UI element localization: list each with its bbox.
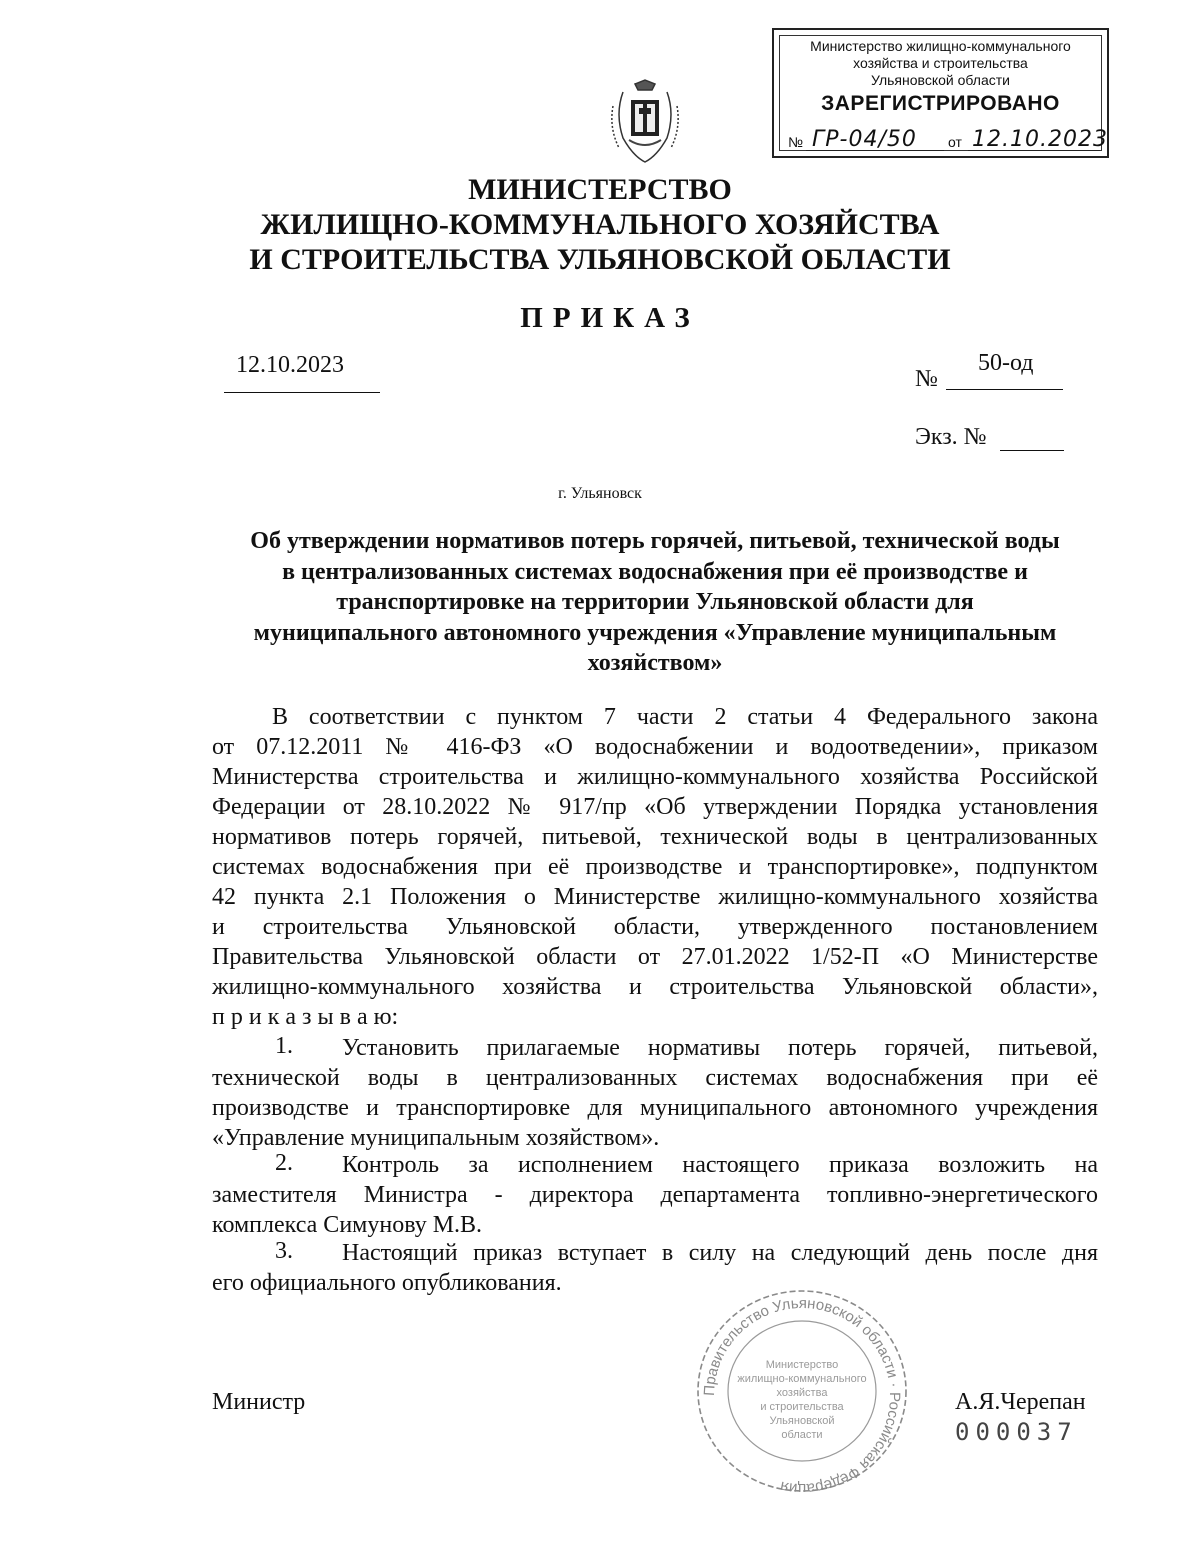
item3-line-2: его официального опубликования.: [212, 1270, 562, 1296]
reg-stamp-status: ЗАРЕГИСТРИРОВАНО: [821, 92, 1060, 115]
document-serial-number: 000037: [955, 1418, 1078, 1446]
reg-number-underline: [806, 150, 944, 151]
seal-center-line-6: области: [781, 1429, 823, 1441]
body-line-10: жилищно-коммунального хозяйства и строительства Ульяновской области»,: [212, 974, 1098, 1000]
seal-center-line-1: Министерство: [765, 1359, 839, 1371]
body-line-5: нормативов потерь горячей, питьевой, технической воды в централизованных: [212, 824, 1098, 850]
signatory-name: А.Я.Черепан: [955, 1389, 1086, 1415]
body-line-2: от 07.12.2011 № 416-ФЗ «О водоснабжении и водоотведении», приказом: [212, 734, 1098, 760]
signatory-position: Министр: [212, 1389, 306, 1415]
subject-line-5: хозяйством»: [587, 650, 723, 676]
body-line-6: системах водоснабжения при её производстве и транспортировке», подпунктом: [212, 854, 1098, 880]
item-number-3: 3.: [275, 1238, 293, 1264]
item-number-1: 1.: [275, 1033, 293, 1059]
subject-line-2: в централизованных системах водоснабжения при её производстве и: [282, 558, 1028, 585]
seal-center-line-4: и строительства: [760, 1401, 844, 1413]
seal-center-line-2: жилищно-коммунального: [737, 1373, 867, 1385]
reg-date-value: 12.10.2023: [972, 127, 1108, 152]
body-line-8: и строительства Ульяновской области, утвержденного постановлением: [212, 914, 1098, 940]
body-line-9: Правительства Ульяновской области от 27.01.2022 1/52-П «О Министерстве: [212, 944, 1098, 970]
order-number-value: 50-од: [978, 350, 1034, 376]
ministry-name-line-1: МИНИСТЕРСТВО: [468, 173, 732, 206]
city: г. Ульяновск: [558, 485, 642, 502]
subject-line-1: Об утверждении нормативов потерь горячей, питьевой, технической воды: [250, 528, 1060, 554]
reg-stamp-line-1: Министерство жилищно-коммунального: [810, 38, 1071, 54]
registration-stamp: [772, 28, 1109, 158]
item-number-2: 2.: [275, 1150, 293, 1176]
body-line-3: Министерства строительства и жилищно-коммунального хозяйства Российской: [212, 764, 1098, 790]
item2-line-2: заместителя Министра - директора департамента топливно-энергетического: [212, 1182, 1098, 1208]
order-title: ПРИКАЗ: [520, 302, 700, 334]
reg-number-value: ГР-04/50: [812, 127, 917, 152]
reg-stamp-line-3: Ульяновской области: [871, 72, 1010, 88]
reg-number-label: №: [788, 134, 804, 150]
order-date: 12.10.2023: [236, 352, 344, 378]
order-number-label: №: [915, 366, 938, 392]
coat-of-arms-icon: [605, 78, 685, 168]
reg-date-label: от: [948, 134, 962, 150]
item2-line-3: комплекса Симунову М.В.: [212, 1212, 483, 1238]
body-line-11-directive: п р и к а з ы в а ю:: [212, 1004, 399, 1030]
body-line-4: Федерации от 28.10.2022 № 917/пр «Об утверждении Порядка установления: [212, 794, 1098, 820]
body-line-7: 42 пункта 2.1 Положения о Министерстве жилищно-коммунального хозяйства: [212, 884, 1098, 910]
seal-center-line-3: хозяйства: [776, 1387, 828, 1399]
item1-line-3: производстве и транспортировке для муниципального автономного учреждения: [212, 1095, 1098, 1121]
seal-ring-text: Правительство Ульяновской области · Российская Федерация: [700, 1294, 904, 1496]
item1-line-4: «Управление муниципальным хозяйством».: [212, 1125, 660, 1151]
subject-line-4: муниципального автономного учреждения «Управление муниципальным: [253, 619, 1057, 646]
item3-line-1: Настоящий приказ вступает в силу на следующий день после дня: [342, 1240, 1098, 1266]
item1-line-2: технической воды в централизованных системах водоснабжения при её: [212, 1065, 1098, 1091]
item2-line-1: Контроль за исполнением настоящего приказа возложить на: [342, 1152, 1098, 1178]
copy-number-label: Экз. №: [915, 424, 987, 450]
order-subject: [205, 526, 1105, 679]
body-line-1: В соответствии с пунктом 7 части 2 статьи 4 Федерального закона: [272, 704, 1098, 730]
copy-number-underline: [1000, 450, 1064, 451]
item1-line-1: Установить прилагаемые нормативы потерь горячей, питьевой,: [342, 1035, 1098, 1061]
official-seal: [692, 1286, 912, 1496]
reg-date-underline: [968, 150, 1100, 151]
subject-line-3: транспортировке на территории Ульяновской области для: [336, 589, 974, 615]
seal-center-line-5: Ульяновской: [769, 1415, 835, 1427]
order-date-underline: [224, 392, 380, 393]
registration-stamp-frame: [779, 35, 1108, 152]
ministry-name-line-3: И СТРОИТЕЛЬСТВА УЛЬЯНОВСКОЙ ОБЛАСТИ: [249, 243, 951, 276]
reg-stamp-number-row: [788, 124, 1108, 154]
reg-stamp-line-2: хозяйства и строительства: [853, 55, 1028, 71]
order-number-underline: [946, 389, 1063, 390]
ministry-name-line-2: ЖИЛИЩНО-КОММУНАЛЬНОГО ХОЗЯЙСТВА: [260, 208, 940, 241]
